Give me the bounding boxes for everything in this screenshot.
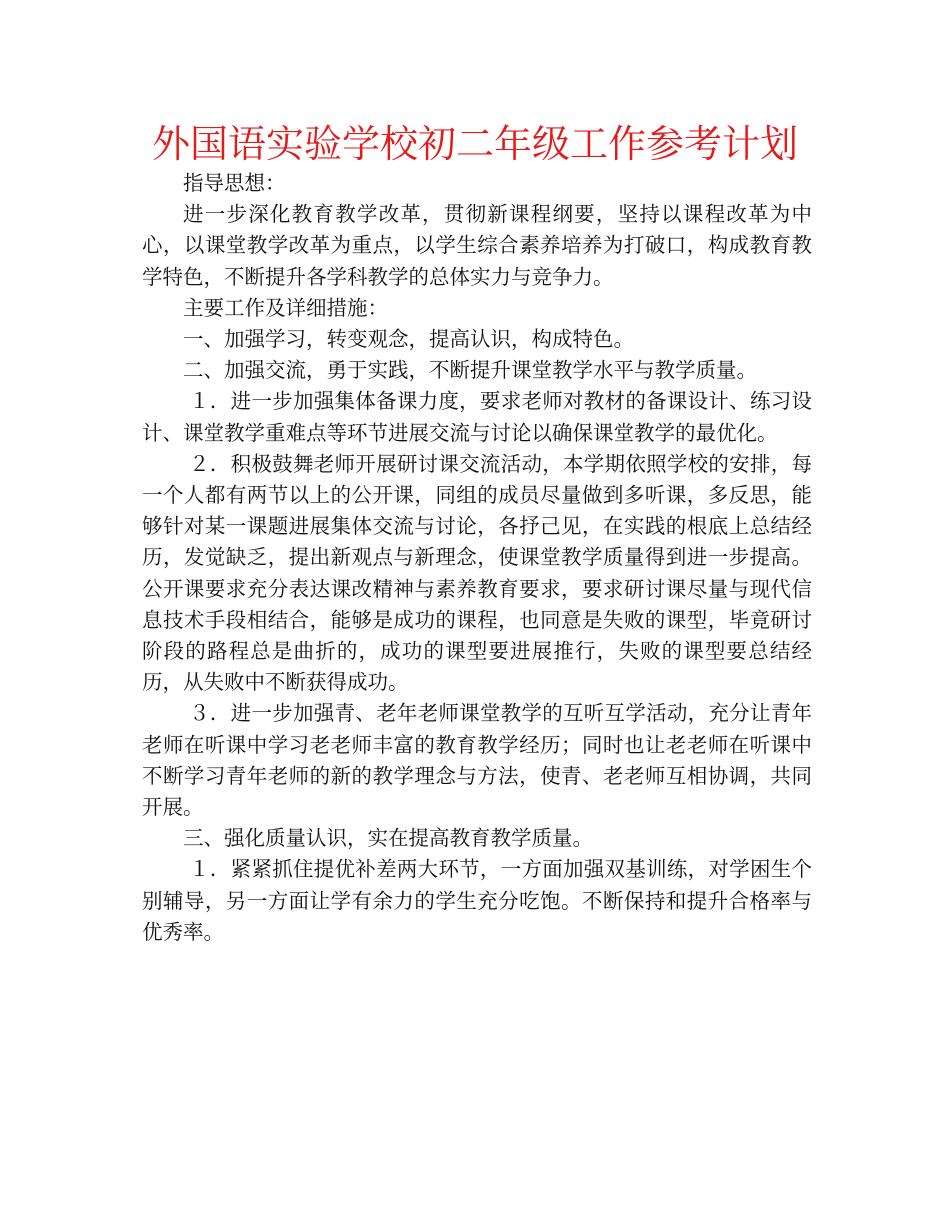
item-one: 一、加强学习，转变观念，提高认识，构成特色。 bbox=[183, 327, 634, 352]
item-two-sub-3: ３．进一步加强青、老年老师课堂教学的互听互学活动，充分让青年老师在听课中学习老老师丰富的教育教学经历；同时也让老老师在听课中不断学习青年老师的新的教学理念与方法，使青、老老师互相协调，共同开展。 bbox=[142, 701, 812, 820]
item-three-sub-1: １．紧紧抓住提优补差两大环节，一方面加强双基训练，对学困生个别辅导，另一方面让学有余力的学生充分吃饱。不断保持和提升合格率与优秀率。 bbox=[142, 857, 812, 944]
item-two-sub-2: ２．积极鼓舞老师开展研讨课交流活动，本学期依照学校的安排，每一个人都有两节以上的公开课，同组的成员尽量做到多听课，多反思，能够针对某一课题进展集体交流与讨论，各抒己见，在实践的根底上总结经历，发觉缺乏，提出新观点与新理念，使课堂教学质量得到进一步提高。公开课要求充分表达课改精神与素养教育要求，要求研讨课尽量与现代信息技术手段相结合，能够是成功的课程，也同意是失败的课型，毕竟研讨阶段的路程总是曲折的，成功的课型要进展推行，失败的课型要总结经历，从失败中不断获得成功。 bbox=[142, 451, 812, 695]
document-body bbox=[142, 168, 812, 948]
section-heading-guiding-thought: 指导思想： bbox=[183, 171, 286, 195]
document-title: 外国语实验学校初二年级工作参考计划 bbox=[151, 122, 798, 166]
item-two: 二、加强交流，勇于实践，不断提升课堂教学水平与教学质量。 bbox=[183, 358, 757, 383]
item-three: 三、强化质量认识，实在提高教育教学质量。 bbox=[183, 826, 593, 851]
section-heading-main-work: 主要工作及详细措施： bbox=[183, 295, 388, 320]
item-two-sub-1: １．进一步加强集体备课力度，要求老师对教材的备课设计、练习设计、课堂教学重难点等环节进展交流与讨论以确保课堂教学的最优化。 bbox=[142, 389, 812, 445]
paragraph-guiding-thought: 进一步深化教育教学改革，贯彻新课程纲要，坚持以课程改革为中心，以课堂教学改革为重点，以学生综合素养培养为打破口，构成教育教学特色，不断提升各学科教学的总体实力与竞争力。 bbox=[142, 202, 812, 289]
